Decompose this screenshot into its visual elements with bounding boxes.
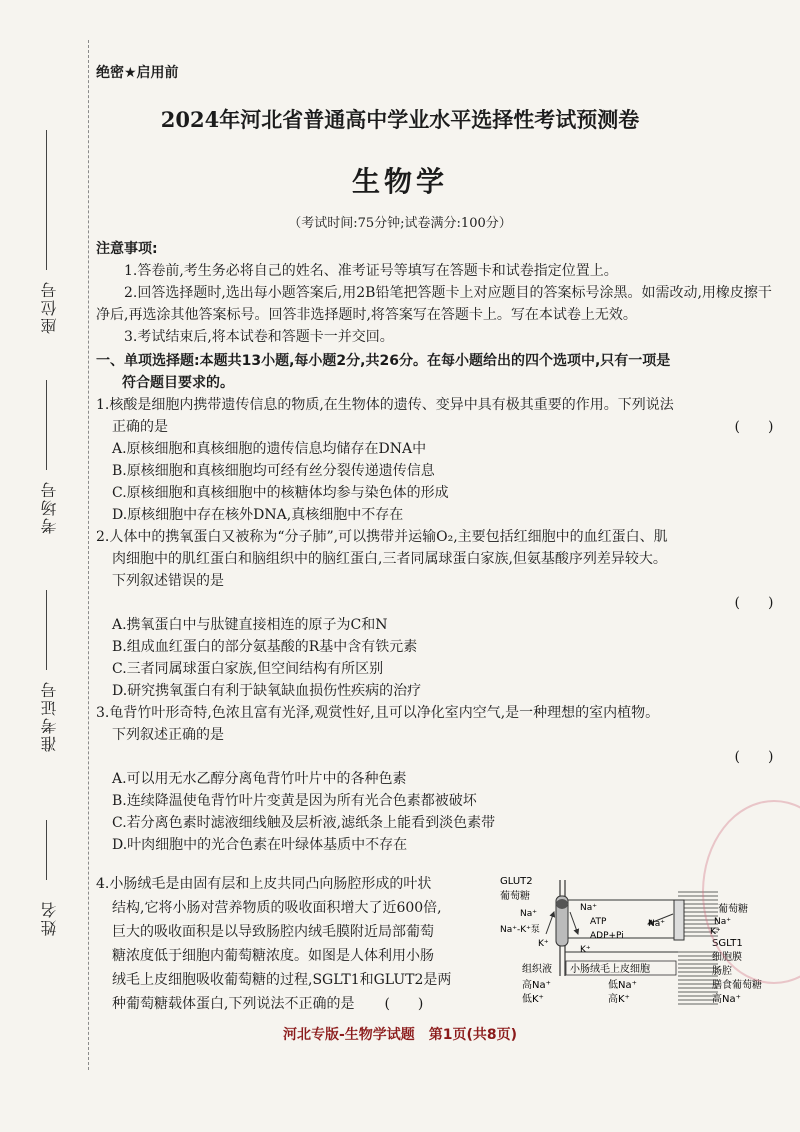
option-d: D.原核细胞中存在核外DNA,真核细胞中不存在	[112, 507, 404, 523]
label-diet-glucose: 膳食葡萄糖	[712, 980, 762, 991]
exam-info: （考试时间:75分钟;试卷满分:100分）	[288, 216, 512, 231]
option-d: D.研究携氧蛋白有利于缺氧缺血损伤性疾病的治疗	[112, 683, 422, 699]
question-stem: 2.人体中的携氧蛋白又被称为“分子肺”,可以携带并运输O₂,主要包括红细胞中的血红蛋白、肌	[96, 529, 668, 545]
label-na-1: Na⁺	[520, 909, 537, 919]
sglt1-protein	[674, 900, 684, 940]
question-line: 绒毛上皮细胞吸收葡萄糖的过程,SGLT1和GLUT2是两	[112, 972, 452, 988]
question-stem: 1.核酸是细胞内携带遗传信息的物质,在生物体的遗传、变异中具有极其重要的作用。下列说法	[96, 397, 674, 413]
subject-title: 生物学	[351, 165, 448, 198]
label-cell: 小肠绒毛上皮细胞	[570, 964, 650, 975]
question-stem-cont: 肉细胞中的肌红蛋白和脑组织中的脑红蛋白,三者同属球蛋白家族,但氨基酸序列差异较大。	[112, 551, 667, 567]
label-membrane: 细胞膜	[712, 952, 742, 963]
notice-item: 3.考试结束后,将本试卷和答题卡一并交回。	[124, 329, 394, 345]
question-4	[96, 872, 516, 1016]
label-high-na-right: 高Na⁺	[712, 994, 741, 1005]
question-stem: 3.龟背竹叶形奇特,色浓且富有光泽,观赏性好,且可以净化室内空气,是一种理想的室内植物。	[96, 705, 660, 721]
label-k-1: K⁺	[538, 939, 549, 949]
label-na-2: Na⁺	[580, 903, 597, 913]
question-line: 结构,它将小肠对营养物质的吸收面积增大了近600倍,	[112, 900, 442, 916]
seat-number-label: 座位号	[40, 280, 59, 334]
label-k-right: K⁺	[710, 927, 721, 937]
question-stem-cont: 下列叙述正确的是	[112, 727, 224, 743]
answer-line	[96, 592, 784, 614]
option-a: A.可以用无水乙醇分离龟背竹叶片中的各种色素	[112, 771, 407, 787]
label-na-out: Na⁺	[648, 919, 665, 929]
option-c: C.原核细胞和真核细胞中的核糖体均参与染色体的形成	[112, 485, 449, 501]
notice-item: 2.回答选择题时,选出每小题答案后,用2B铅笔把答题卡上对应题目的答案标号涂黑。如需改动,用橡皮擦干净后,再选涂其他答案标号。回答非选择题时,将答案写在答题卡上。写在本试卷上无效。	[96, 285, 772, 323]
label-low-k: 低K⁺	[522, 994, 544, 1005]
name-label: 姓名	[40, 900, 59, 936]
label-low-na: 低Na⁺	[608, 980, 637, 991]
question-2	[96, 526, 784, 702]
label-glut2: GLUT2	[500, 876, 533, 887]
label-glucose-left: 葡萄糖	[500, 891, 530, 902]
answer-parentheses: ( )	[734, 419, 774, 435]
label-k-2: K⁺	[580, 945, 591, 955]
name-field	[34, 820, 62, 1000]
label-sglt1: SGLT1	[712, 938, 743, 949]
option-b: B.连续降温使龟背竹叶片变黄是因为所有光合色素都被破坏	[112, 793, 477, 809]
question-1	[96, 394, 784, 526]
question-line: 糖浓度低于细胞内葡萄糖浓度。如图是人体利用小肠	[112, 948, 434, 964]
answer-parentheses: ( )	[734, 595, 774, 611]
confidential-mark: 绝密★启用前	[96, 65, 179, 81]
question-3	[96, 702, 784, 856]
option-a: A.原核细胞和真核细胞的遗传信息均储存在DNA中	[112, 441, 427, 457]
label-na-right: Na⁺	[714, 917, 731, 927]
question-line: 4.小肠绒毛是由固有层和上皮共同凸向肠腔形成的叶状	[96, 876, 432, 892]
option-c: C.若分离色素时滤液细线触及层析液,滤纸条上能看到淡色素带	[112, 815, 496, 831]
label-atp: ATP	[590, 917, 607, 927]
exam-room-label: 考场号	[40, 480, 59, 534]
answer-line	[96, 746, 784, 768]
answer-parentheses: ( )	[734, 749, 774, 765]
glut2-protein	[556, 899, 568, 909]
answer-parentheses: ( )	[384, 996, 424, 1012]
label-adp: ADP+Pi	[590, 931, 624, 941]
label-tissue-fluid: 组织液	[522, 964, 552, 975]
admission-number-field	[34, 590, 62, 810]
label-high-k: 高K⁺	[608, 994, 630, 1005]
page-footer: 河北专版-生物学试题 第1页(共8页)	[282, 1027, 518, 1043]
admission-number-label: 准考证号	[40, 680, 59, 752]
label-na-k-pump: Na⁺-K⁺泵	[500, 925, 540, 935]
section-heading: 一、单项选择题:本题共13小题,每小题2分,共26分。在每小题给出的四个选项中,只有一项是	[96, 353, 671, 369]
label-lumen: 肠腔	[712, 966, 732, 977]
exam-content	[96, 238, 784, 856]
question-line: 种葡萄糖载体蛋白,下列说法不正确的是 ( )	[112, 996, 424, 1012]
section-heading-cont: 符合题目要求的。	[122, 375, 234, 391]
exam-room-field	[34, 380, 62, 580]
notice-heading: 注意事项:	[96, 241, 158, 257]
notice-item: 1.答卷前,考生务必将自己的姓名、准考证号等填写在答题卡和试卷指定位置上。	[124, 263, 618, 279]
option-a: A.携氧蛋白中与肽键直接相连的原子为C和N	[112, 617, 388, 633]
exam-title: 2024年河北省普通高中学业水平选择性考试预测卷	[160, 107, 640, 132]
label-glucose-right: 葡萄糖	[718, 904, 748, 915]
question-stem-cont: 下列叙述错误的是	[112, 573, 224, 589]
seat-number-field	[34, 110, 62, 360]
question-line: 巨大的吸收面积是以导致肠腔内绒毛膜附近局部葡萄	[112, 924, 434, 940]
option-b: B.原核细胞和真核细胞均可经有丝分裂传递遗传信息	[112, 463, 435, 479]
option-c: C.三者同属球蛋白家族,但空间结构有所区别	[112, 661, 384, 677]
option-d: D.叶肉细胞中的光合色素在叶绿体基质中不存在	[112, 837, 408, 853]
option-b: B.组成血红蛋白的部分氨基酸的R基中含有铁元素	[112, 639, 418, 655]
question-stem-cont: 正确的是 ( )	[96, 416, 784, 438]
label-high-na: 高Na⁺	[522, 980, 551, 991]
